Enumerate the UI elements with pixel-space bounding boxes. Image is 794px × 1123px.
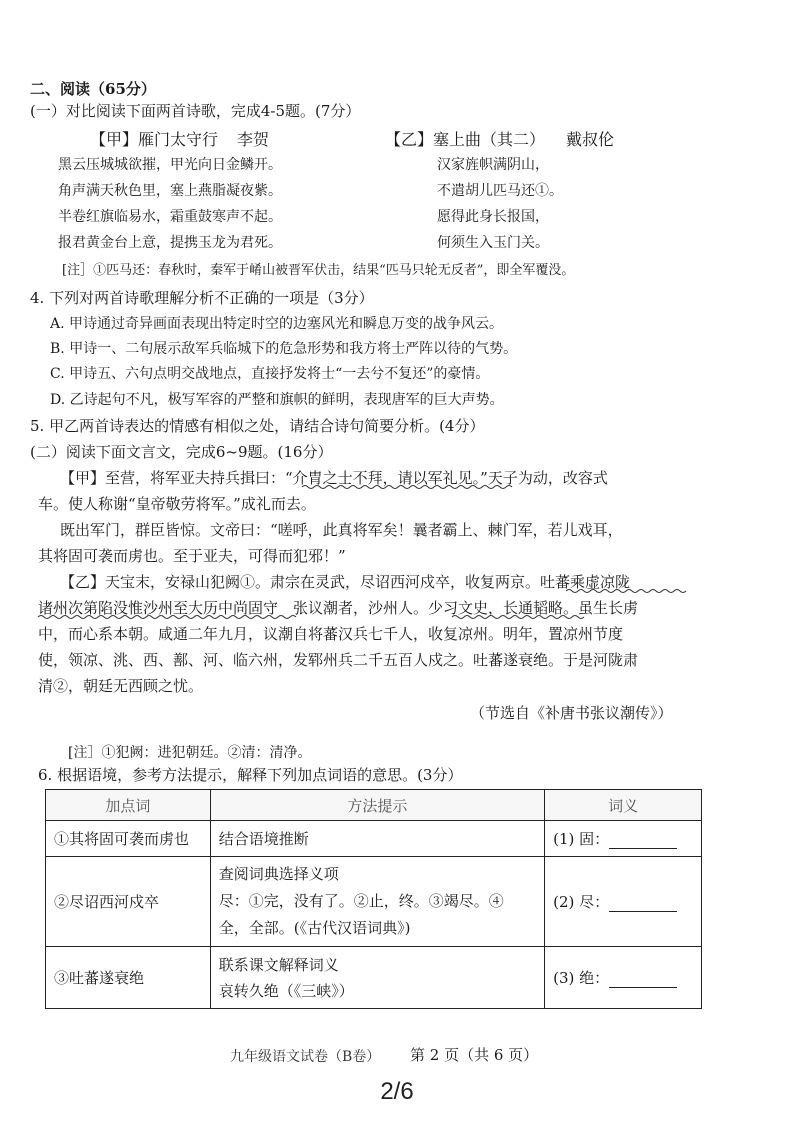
part1-instruction: (一）对比阅读下面两首诗歌，完成4-5题。(7分）: [30, 102, 361, 120]
row2-answer-blank[interactable]: [609, 897, 677, 912]
row1-hint: 结合语境推断: [210, 821, 544, 857]
row2-hint: 查阅词典选择义项: [218, 865, 339, 883]
row2-answer-cell[interactable]: [545, 857, 702, 947]
row3-answer-blank[interactable]: [609, 973, 677, 988]
poem-a-line-3: 半卷红旗临易水，霜重鼓寒声不起。: [58, 209, 282, 225]
header-word: 加点词: [46, 790, 211, 821]
poem-b-line-2: 不遣胡儿匹马还①。: [437, 183, 563, 199]
row3-hint-line2: 哀转久绝（《三峡》）: [218, 981, 354, 1000]
text-a-line-1: 【甲】至营，将军亚夫持兵揖曰：“介胄之士不拜，请以军礼见。”天子为动，改容式: [60, 469, 608, 487]
poem-b-line-1: 汉家旌帜满阴山，: [437, 157, 549, 173]
viewer-page-indicator: 2/6: [380, 1078, 414, 1105]
table-row: [46, 947, 702, 1009]
text-a-line-3: 既出军门，群臣皆惊。文帝曰：“嗟呼，此真将军矣！曩者霸上、棘门军，若儿戏耳，: [60, 521, 623, 539]
footer-page-number: 第 2 页（共 6 页）: [410, 1046, 539, 1064]
section-title: 二、阅读（65分）: [30, 80, 156, 98]
row3-answer-cell[interactable]: [545, 947, 702, 1009]
underline-b3: [452, 616, 584, 619]
row1-answer-cell[interactable]: [545, 821, 702, 857]
table-row: [46, 857, 702, 947]
text-b-line-5: 清②，朝廷无西顾之忧。: [38, 677, 204, 695]
poem-a-line-2: 角声满天秋色里，塞上燕脂凝夜紫。: [58, 183, 282, 199]
row2-hint-line3: 全，全部。(《古代汉语词典》): [218, 919, 411, 937]
part2-instruction: (二）阅读下面文言文，完成6~9题。(16分）: [30, 443, 333, 461]
row3-meaning-label: (3) 绝：: [553, 969, 610, 987]
row2-word: ②尽诏西河戍卒: [46, 857, 211, 947]
q4-stem: 4. 下列对两首诗歌理解分析不正确的一项是（3分）: [30, 289, 374, 307]
q4-option-a: A. 甲诗通过奇异画面表现出特定时空的边塞风光和瞬息万变的战争风云。: [50, 316, 504, 332]
q4-option-b: B. 甲诗一、二句展示敌军兵临城下的危急形势和我方将士严阵以待的气势。: [50, 341, 518, 357]
poem-a-author: 李贺: [237, 130, 270, 149]
underline-b1: [566, 590, 686, 593]
q6-stem: 6. 根据语境，参考方法提示，解释下列加点词语的意思。(3分）: [38, 766, 463, 784]
row2-meaning-label: (2) 尽：: [553, 893, 610, 911]
text-b-line-2: 诸州次第陷没惟沙州至大历中尚固守 张议潮者，沙州人。少习文史，长通韬略。虽生长虏: [38, 599, 639, 617]
poem-b-title: 【乙】塞上曲（其二）: [385, 130, 546, 149]
row1-meaning-label: (1) 固：: [553, 830, 610, 848]
table-row: [46, 821, 702, 857]
row3-word: ③吐蕃遂衰绝: [46, 947, 211, 1009]
underline-a: [302, 486, 512, 489]
part1-note: [注］①匹马还：春秋时，秦军于崤山被晋军伏击，结果“匹马只轮无反者”，即全军覆没。: [62, 263, 575, 278]
text-a-line-2: 车。使人称谢“皇帝敬劳将军。”成礼而去。: [38, 495, 316, 513]
poem-b-line-4: 何须生入玉门关。: [437, 235, 549, 251]
text-a-line-4: 其将固可袭而虏也。至于亚夫，可得而犯邪！”: [38, 547, 346, 565]
q4-option-c: C. 甲诗五、六句点明交战地点，直接抒发将士“一去兮不复还”的豪情。: [50, 366, 490, 382]
row3-hint-cell: [210, 947, 544, 1009]
header-hint: 方法提示: [210, 790, 544, 821]
row2-hint-cell: [210, 857, 544, 947]
row3-hint: 联系课文解释词义: [218, 955, 339, 974]
footer-exam-title: 九年级语文试卷（B卷）: [230, 1049, 381, 1065]
source-citation: （节选自《补唐书张议潮传》）: [470, 704, 673, 722]
poem-b-author: 戴叔伦: [566, 130, 615, 149]
part2-note: [注］①犯阙：进犯朝廷。②清：清净。: [68, 745, 312, 761]
q6-header-row: [46, 790, 702, 821]
poem-a-title: 【甲】雁门太守行: [90, 130, 219, 149]
underline-b2: [38, 616, 296, 619]
text-b-line-3: 中，而心系本朝。咸通二年九月，议潮自将蕃汉兵七千人，收复凉州。明年，置凉州节度: [38, 625, 624, 643]
header-meaning: 词义: [545, 790, 702, 821]
q5-stem: 5. 甲乙两首诗表达的情感有相似之处，请结合诗句简要分析。(4分）: [30, 417, 485, 435]
text-b-line-1: 【乙】天宝末，安禄山犯阙①。肃宗在灵武，尽诏西河戍卒，收复两京。吐蕃乘虚凉陇: [60, 573, 631, 591]
q6-table: [45, 789, 702, 1009]
row2-hint-line2: 尽：①完，没有了。②止，终。③竭尽。④: [218, 892, 504, 910]
q4-option-d: D. 乙诗起句不凡，极写军容的严整和旗帜的鲜明，表现唐军的巨大声势。: [50, 392, 504, 408]
text-b-line-4: 使，领凉、洮、西、鄯、河、临六州，发郓州兵二千五百人戍之。吐蕃遂衰绝。于是河陇肃: [38, 651, 639, 669]
poem-a-line-1: 黑云压城城欲摧，甲光向日金鳞开。: [58, 157, 282, 173]
row1-answer-blank[interactable]: [609, 834, 677, 849]
poem-a-line-4: 报君黄金台上意，提携玉龙为君死。: [58, 235, 282, 251]
poem-b-line-3: 愿得此身长报国，: [437, 209, 549, 225]
row1-word: ①其将固可袭而虏也: [46, 821, 211, 857]
